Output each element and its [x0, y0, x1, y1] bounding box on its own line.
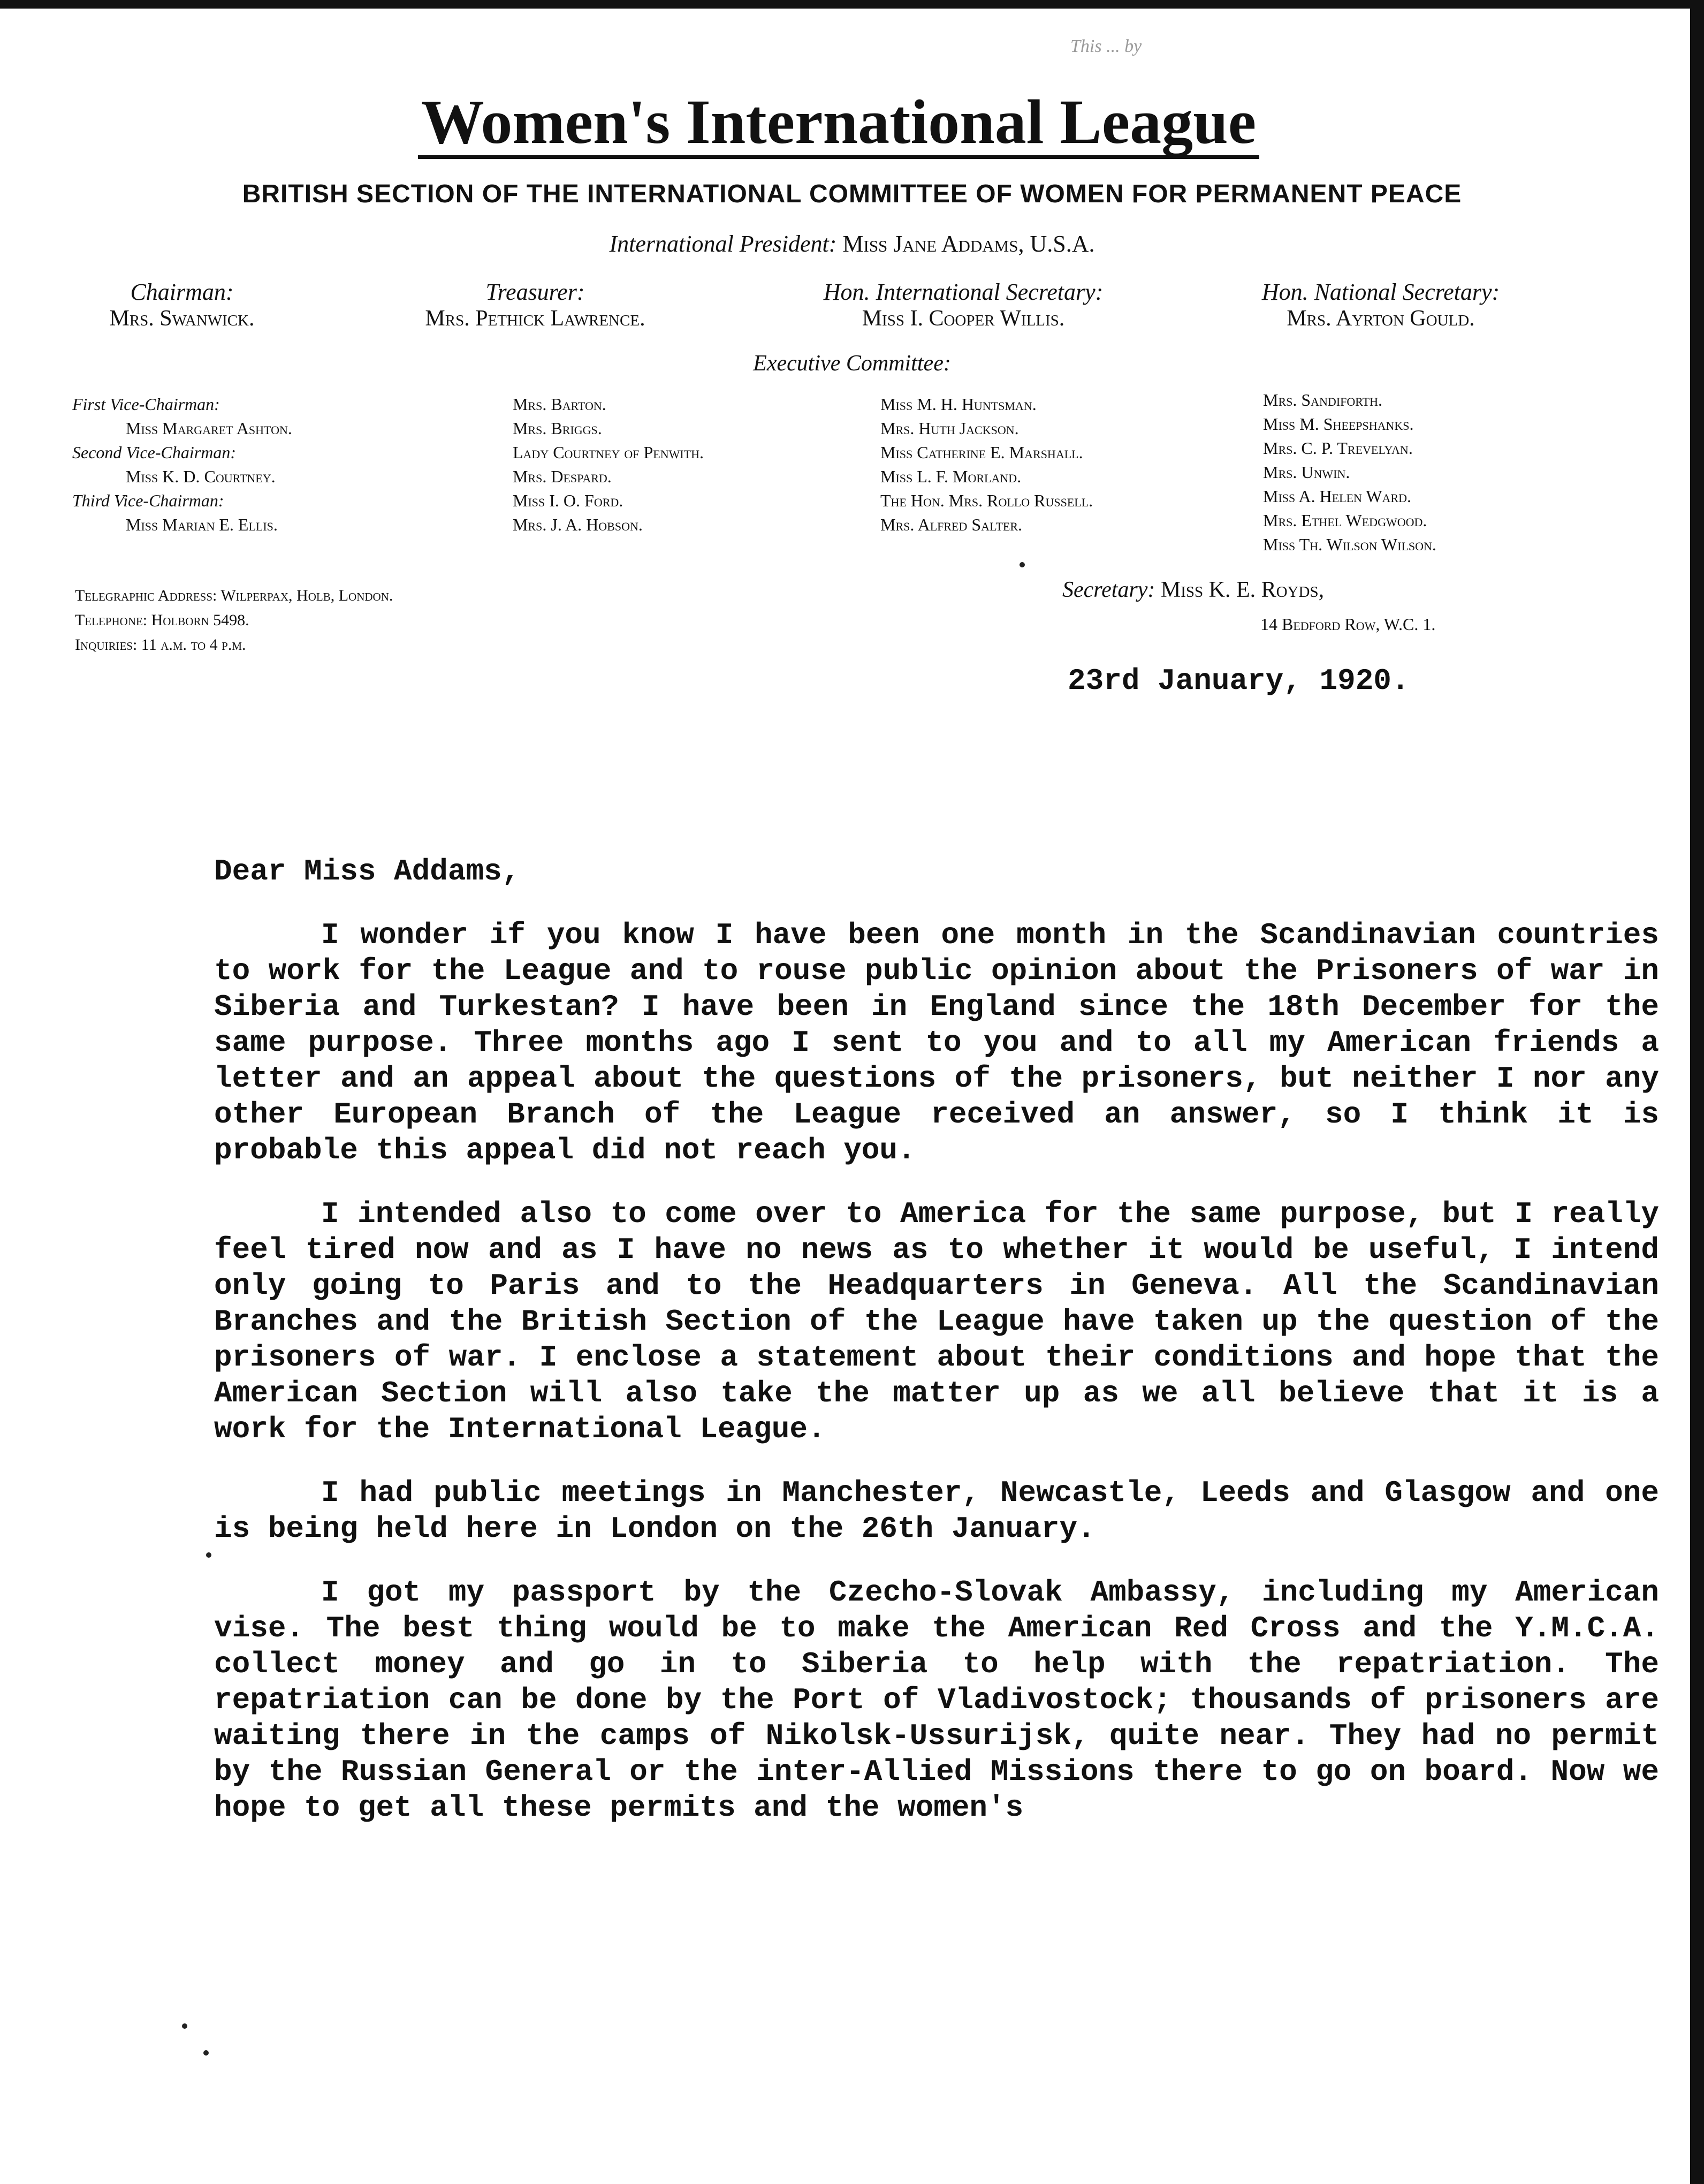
- vice-chairman-name: Miss Margaret Ashton.: [126, 419, 292, 438]
- president-line: [0, 230, 1704, 257]
- handwritten-note: This ... by: [1070, 36, 1142, 56]
- letter-paragraph: I wonder if you know I have been one month in the Scandinavian countries to work for the League and to rouse public opinion about the Prisoners of war in Siberia and Turkestan? I have been in England since the 18th December for the same purpose. Three months ago I sent to you and to all my American friends a letter and an appeal about the questions of the prisoners, but neither I nor any other European Branch of the League received an answer, so I think it is probable this appeal did not reach you.: [214, 918, 1659, 1167]
- officer-intl-secretary: [771, 278, 1156, 331]
- scan-speck: [182, 2023, 187, 2029]
- salutation: Dear Miss Addams,: [214, 854, 520, 889]
- officer-chairman: [70, 278, 294, 331]
- committee-member: Miss M. Sheepshanks.: [1263, 414, 1414, 434]
- officer-name: Mrs. Ayrton Gould.: [1287, 306, 1475, 331]
- committee-member: Miss Th. Wilson Wilson.: [1263, 535, 1436, 554]
- committee-member: Mrs. Alfred Salter.: [880, 515, 1023, 534]
- committee-member: Mrs. Despard.: [513, 467, 612, 486]
- committee-member: Miss L. F. Morland.: [880, 467, 1022, 486]
- committee-member: Mrs. Huth Jackson.: [880, 419, 1019, 438]
- letter-paragraph: I got my passport by the Czecho-Slovak Ambassy, including my American vise. The best thing would be to make the American Red Cross and the Y.M.C.A. collect money and go in to Siberia to help with the repatriation. The repatriation can be done by the Port of Vladivostock; thousands of prisoners are waiting there in the camps of Nikolsk-Ussurijsk, quite near. They had no permit by the Russian General or the inter-Allied Missions there to go on board. Now we hope to get all these permits and the women's: [214, 1575, 1659, 1825]
- committee-member: Mrs. Unwin.: [1263, 462, 1350, 482]
- letterhead-title-text: Women's International League: [418, 88, 1259, 159]
- committee-member: Mrs. Sandiforth.: [1263, 390, 1382, 410]
- secretary-line: [1062, 577, 1324, 603]
- officer-role: Treasurer:: [485, 279, 585, 305]
- committee-member: Mrs. Ethel Wedgwood.: [1263, 511, 1427, 530]
- committee-member: Miss M. H. Huntsman.: [880, 395, 1037, 414]
- committee-member: Lady Courtney of Penwith.: [513, 443, 704, 462]
- vice-chairman-role: Second Vice-Chairman:: [72, 443, 236, 462]
- scan-speck: [203, 2050, 209, 2056]
- committee-member: Mrs. C. P. Trevelyan.: [1263, 438, 1413, 458]
- secretary-role: Secretary:: [1062, 578, 1155, 602]
- committee-column-3: [1263, 388, 1436, 557]
- secretary-name: Miss K. E. Royds,: [1160, 578, 1325, 602]
- officer-role: Chairman:: [130, 279, 234, 305]
- scan-speck: [1020, 562, 1025, 567]
- telephone: Telephone: Holborn 5498.: [75, 611, 249, 629]
- committee-column-1: [513, 392, 704, 537]
- committee-member: Miss I. O. Ford.: [513, 491, 623, 510]
- committee-member: Mrs. J. A. Hobson.: [513, 515, 643, 534]
- committee-member: Mrs. Barton.: [513, 395, 606, 414]
- president-name: Miss Jane Addams, U.S.A.: [842, 231, 1095, 257]
- committee-column-2: [880, 392, 1093, 537]
- officer-name: Miss I. Cooper Willis.: [862, 306, 1065, 331]
- committee-member: Miss Catherine E. Marshall.: [880, 443, 1083, 462]
- letterhead-title: [0, 88, 1704, 159]
- scan-border-right: [1690, 0, 1704, 2184]
- committee-member: Miss A. Helen Ward.: [1263, 487, 1411, 506]
- scan-speck: [206, 1552, 211, 1558]
- inquiries-hours: Inquiries: 11 a.m. to 4 p.m.: [75, 636, 246, 654]
- vice-chairman-name: Miss K. D. Courtney.: [126, 467, 276, 486]
- vice-chairman-role: Third Vice-Chairman:: [72, 491, 224, 510]
- letter-body: [214, 854, 1659, 1854]
- scan-border-top: [0, 0, 1704, 9]
- officer-role: Hon. International Secretary:: [823, 279, 1104, 305]
- officer-national-secretary: [1204, 278, 1557, 331]
- officer-name: Mrs. Pethick Lawrence.: [425, 306, 645, 331]
- president-role: International President:: [609, 231, 837, 257]
- vice-chairman-role: First Vice-Chairman:: [72, 395, 220, 414]
- vice-chairman-name: Miss Marian E. Ellis.: [126, 515, 278, 534]
- contact-block: [75, 583, 393, 657]
- telegraphic-address: Telegraphic Address: Wilperpax, Holb, London.: [75, 587, 393, 604]
- letterhead-subtitle: BRITISH SECTION OF THE INTERNATIONAL COMMITTEE OF WOMEN FOR PERMANENT PEACE: [242, 180, 1462, 208]
- executive-committee-title: Executive Committee:: [753, 351, 951, 376]
- committee-member: The Hon. Mrs. Rollo Russell.: [880, 491, 1093, 510]
- vice-chairmen-list: [72, 392, 292, 537]
- committee-member: Mrs. Briggs.: [513, 419, 602, 438]
- officer-role: Hon. National Secretary:: [1261, 279, 1500, 305]
- letter-paragraph: I intended also to come over to America for the same purpose, but I really feel tired now and as I have no news as to whether it would be useful, I intend only going to Paris and to the Headquarters in Geneva. All the Scandinavian Branches and the British Section of the League have taken up the question of the prisoners of war. I enclose a statement about their conditions and hope that the American Section will also take the matter up as we all believe that it is a work for the International League.: [214, 1197, 1659, 1446]
- letter-date: 23rd January, 1920.: [1068, 664, 1410, 698]
- officer-name: Mrs. Swanwick.: [109, 306, 255, 331]
- letter-paragraph: I had public meetings in Manchester, Newcastle, Leeds and Glasgow and one is being held here in London on the 26th January.: [214, 1476, 1659, 1546]
- secretary-address: 14 Bedford Row, W.C. 1.: [1260, 615, 1436, 634]
- officer-treasurer: [375, 278, 696, 331]
